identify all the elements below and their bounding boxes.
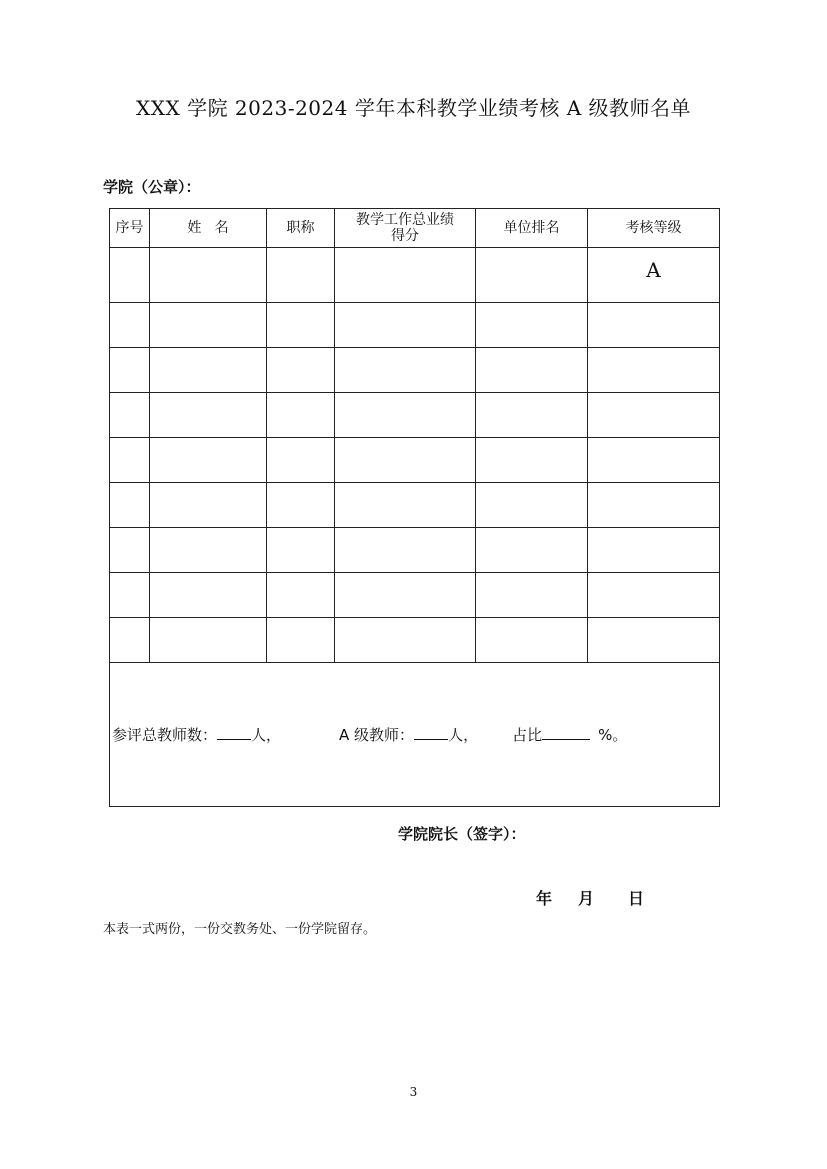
cell-seq[interactable] (110, 438, 150, 483)
cell-name[interactable] (150, 528, 267, 573)
cell-score[interactable] (335, 528, 476, 573)
cell-grade[interactable] (588, 528, 720, 573)
cell-unit-rank[interactable] (476, 248, 588, 303)
summary-line (110, 724, 719, 745)
header-score (335, 209, 476, 248)
total-teachers-label: 参评总教师数： (112, 726, 218, 744)
cell-name[interactable] (150, 483, 267, 528)
cell-name[interactable] (150, 618, 267, 663)
cell-score[interactable] (335, 348, 476, 393)
cell-grade[interactable] (588, 303, 720, 348)
cell-seq[interactable] (110, 528, 150, 573)
ratio-blank[interactable] (542, 725, 590, 740)
footnote: 本表一式两份，一份交教务处、一份学院留存。 (103, 922, 377, 937)
cell-grade[interactable]: A (588, 248, 720, 303)
cell-seq[interactable] (110, 348, 150, 393)
cell-seq[interactable] (110, 618, 150, 663)
cell-rank[interactable] (267, 393, 335, 438)
table-row (110, 348, 720, 393)
table-row (110, 303, 720, 348)
cell-grade[interactable] (588, 618, 720, 663)
cell-unit-rank[interactable] (476, 438, 588, 483)
table-row (110, 618, 720, 663)
cell-rank[interactable] (267, 528, 335, 573)
ratio-unit: %。 (598, 726, 628, 744)
cell-name[interactable] (150, 248, 267, 303)
cell-score[interactable] (335, 483, 476, 528)
header-name: 姓 名 (150, 209, 267, 248)
header-score-line1: 教学工作总业绩 (356, 212, 454, 228)
cell-name[interactable] (150, 438, 267, 483)
table-row (110, 528, 720, 573)
table-row (110, 573, 720, 618)
table-row (110, 483, 720, 528)
summary-cell (110, 663, 720, 807)
page-number: 3 (409, 1085, 418, 1099)
date-day: 日 (628, 889, 645, 908)
cell-seq[interactable] (110, 483, 150, 528)
cell-name[interactable] (150, 303, 267, 348)
total-teachers-unit: 人， (251, 726, 282, 744)
cell-seq[interactable] (110, 248, 150, 303)
cell-rank[interactable] (267, 248, 335, 303)
cell-rank[interactable] (267, 483, 335, 528)
date-year: 年 (536, 889, 553, 908)
cell-rank[interactable] (267, 573, 335, 618)
table-row (110, 248, 720, 303)
header-score-line2: 得分 (391, 228, 419, 244)
cell-unit-rank[interactable] (476, 528, 588, 573)
table-row (110, 438, 720, 483)
seal-label: 学院（公章）： (103, 178, 201, 196)
cell-name[interactable] (150, 393, 267, 438)
cell-rank[interactable] (267, 303, 335, 348)
cell-seq[interactable] (110, 573, 150, 618)
cell-grade[interactable] (588, 573, 720, 618)
date-month: 月 (578, 889, 595, 908)
header-rank: 职称 (267, 209, 335, 248)
a-teachers-blank[interactable] (414, 725, 448, 740)
table-header-row (110, 209, 720, 248)
cell-score[interactable] (335, 248, 476, 303)
cell-score[interactable] (335, 573, 476, 618)
cell-rank[interactable] (267, 348, 335, 393)
cell-name[interactable] (150, 573, 267, 618)
cell-grade[interactable] (588, 438, 720, 483)
cell-grade[interactable] (588, 393, 720, 438)
page-title: XXX 学院 2023-2024 学年本科教学业绩考核 A 级教师名单 (136, 96, 691, 120)
cell-grade[interactable] (588, 483, 720, 528)
a-teachers-label: A 级教师： (339, 726, 415, 744)
cell-unit-rank[interactable] (476, 393, 588, 438)
cell-score[interactable] (335, 618, 476, 663)
ratio-label: 占比 (512, 726, 543, 744)
cell-unit-rank[interactable] (476, 348, 588, 393)
total-teachers-blank[interactable] (217, 725, 251, 740)
cell-name[interactable] (150, 348, 267, 393)
a-teachers-unit: 人， (448, 726, 479, 744)
cell-rank[interactable] (267, 618, 335, 663)
dean-signature-label: 学院院长（签字）： (398, 825, 526, 843)
header-grade: 考核等级 (588, 209, 720, 248)
cell-seq[interactable] (110, 393, 150, 438)
cell-unit-rank[interactable] (476, 618, 588, 663)
cell-seq[interactable] (110, 303, 150, 348)
cell-score[interactable] (335, 303, 476, 348)
teacher-roster-table (109, 208, 720, 807)
cell-score[interactable] (335, 393, 476, 438)
cell-unit-rank[interactable] (476, 303, 588, 348)
header-unit-rank: 单位排名 (476, 209, 588, 248)
header-seq: 序号 (110, 209, 150, 248)
table-row (110, 393, 720, 438)
cell-grade[interactable] (588, 348, 720, 393)
cell-unit-rank[interactable] (476, 573, 588, 618)
summary-row (110, 663, 720, 807)
cell-score[interactable] (335, 438, 476, 483)
cell-unit-rank[interactable] (476, 483, 588, 528)
cell-rank[interactable] (267, 438, 335, 483)
